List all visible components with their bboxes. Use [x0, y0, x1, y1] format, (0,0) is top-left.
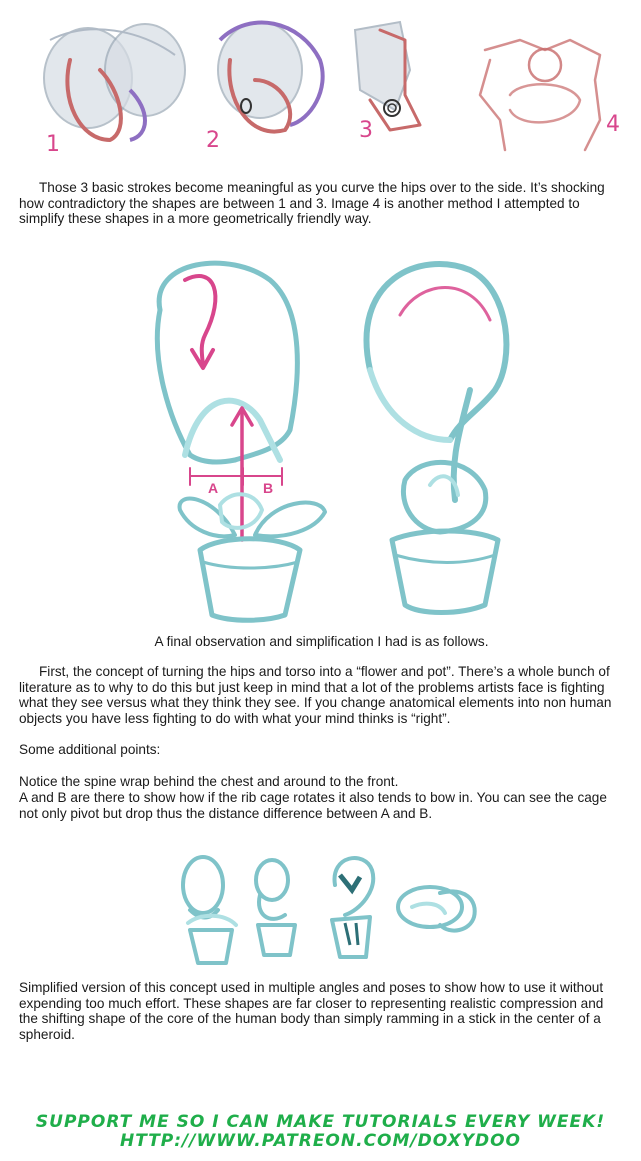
paragraph-a-and-b: A and B are there to show how if the rib cage rotates it also tends to bow in. You can see the cage not only pivot but drop thus the distance difference between A and B. — [19, 790, 607, 821]
support-banner: SUPPORT ME SO I CAN MAKE TUTORIALS EVERY WEEK! — [35, 1112, 606, 1132]
multi-angle-sketches — [0, 845, 641, 975]
figure-label-2: 2 — [206, 128, 220, 153]
paragraph-flower-pot: First, the concept of turning the hips and torso into a “flower and pot”. There’s a whole bunch of literature as to why to do this but just keep in mind that a lot of the problems artists face is fighting what they see versus what they think they see. If you change anatomical elements into non human objects you have less fighting to do with what your mind thinks is “right”. — [19, 664, 612, 726]
patreon-link[interactable]: HTTP://WWW.PATREON.COM/DOXYDOO — [119, 1131, 522, 1151]
figure-label-4: 4 — [606, 112, 620, 137]
top-sketches — [0, 0, 641, 170]
label-b: B — [263, 480, 274, 496]
figure-label-3: 3 — [359, 118, 373, 143]
paragraph-intro: Those 3 basic strokes become meaningful as you curve the hips over to the side. It’s shocking how contradictory the shapes are between 1 and 3. Image 4 is another method I attempted to simplify these shapes in a more geometrically friendly way. — [19, 180, 605, 227]
paragraph-additional-points: Some additional points: — [19, 742, 161, 757]
figure-label-1: 1 — [46, 132, 60, 157]
paragraph-simplified-version: Simplified version of this concept used in multiple angles and poses to show how to use it without expending too much effort. These shapes are far closer to representing realistic compression and the shifting shape of the core of the human body than simply ramming in a stick in the center of a spheroid. — [19, 980, 604, 1042]
sketch-1-hips — [0, 0, 641, 170]
flower-pot-sketches — [0, 240, 641, 630]
label-a: A — [208, 480, 219, 496]
multi-angle-drawings — [0, 845, 641, 975]
illustration-caption: A final observation and simplification I had is as follows. — [154, 634, 489, 649]
paragraph-spine-wrap: Notice the spine wrap behind the chest and around to the front. — [19, 774, 399, 789]
flower-pot-illustration — [0, 240, 641, 630]
